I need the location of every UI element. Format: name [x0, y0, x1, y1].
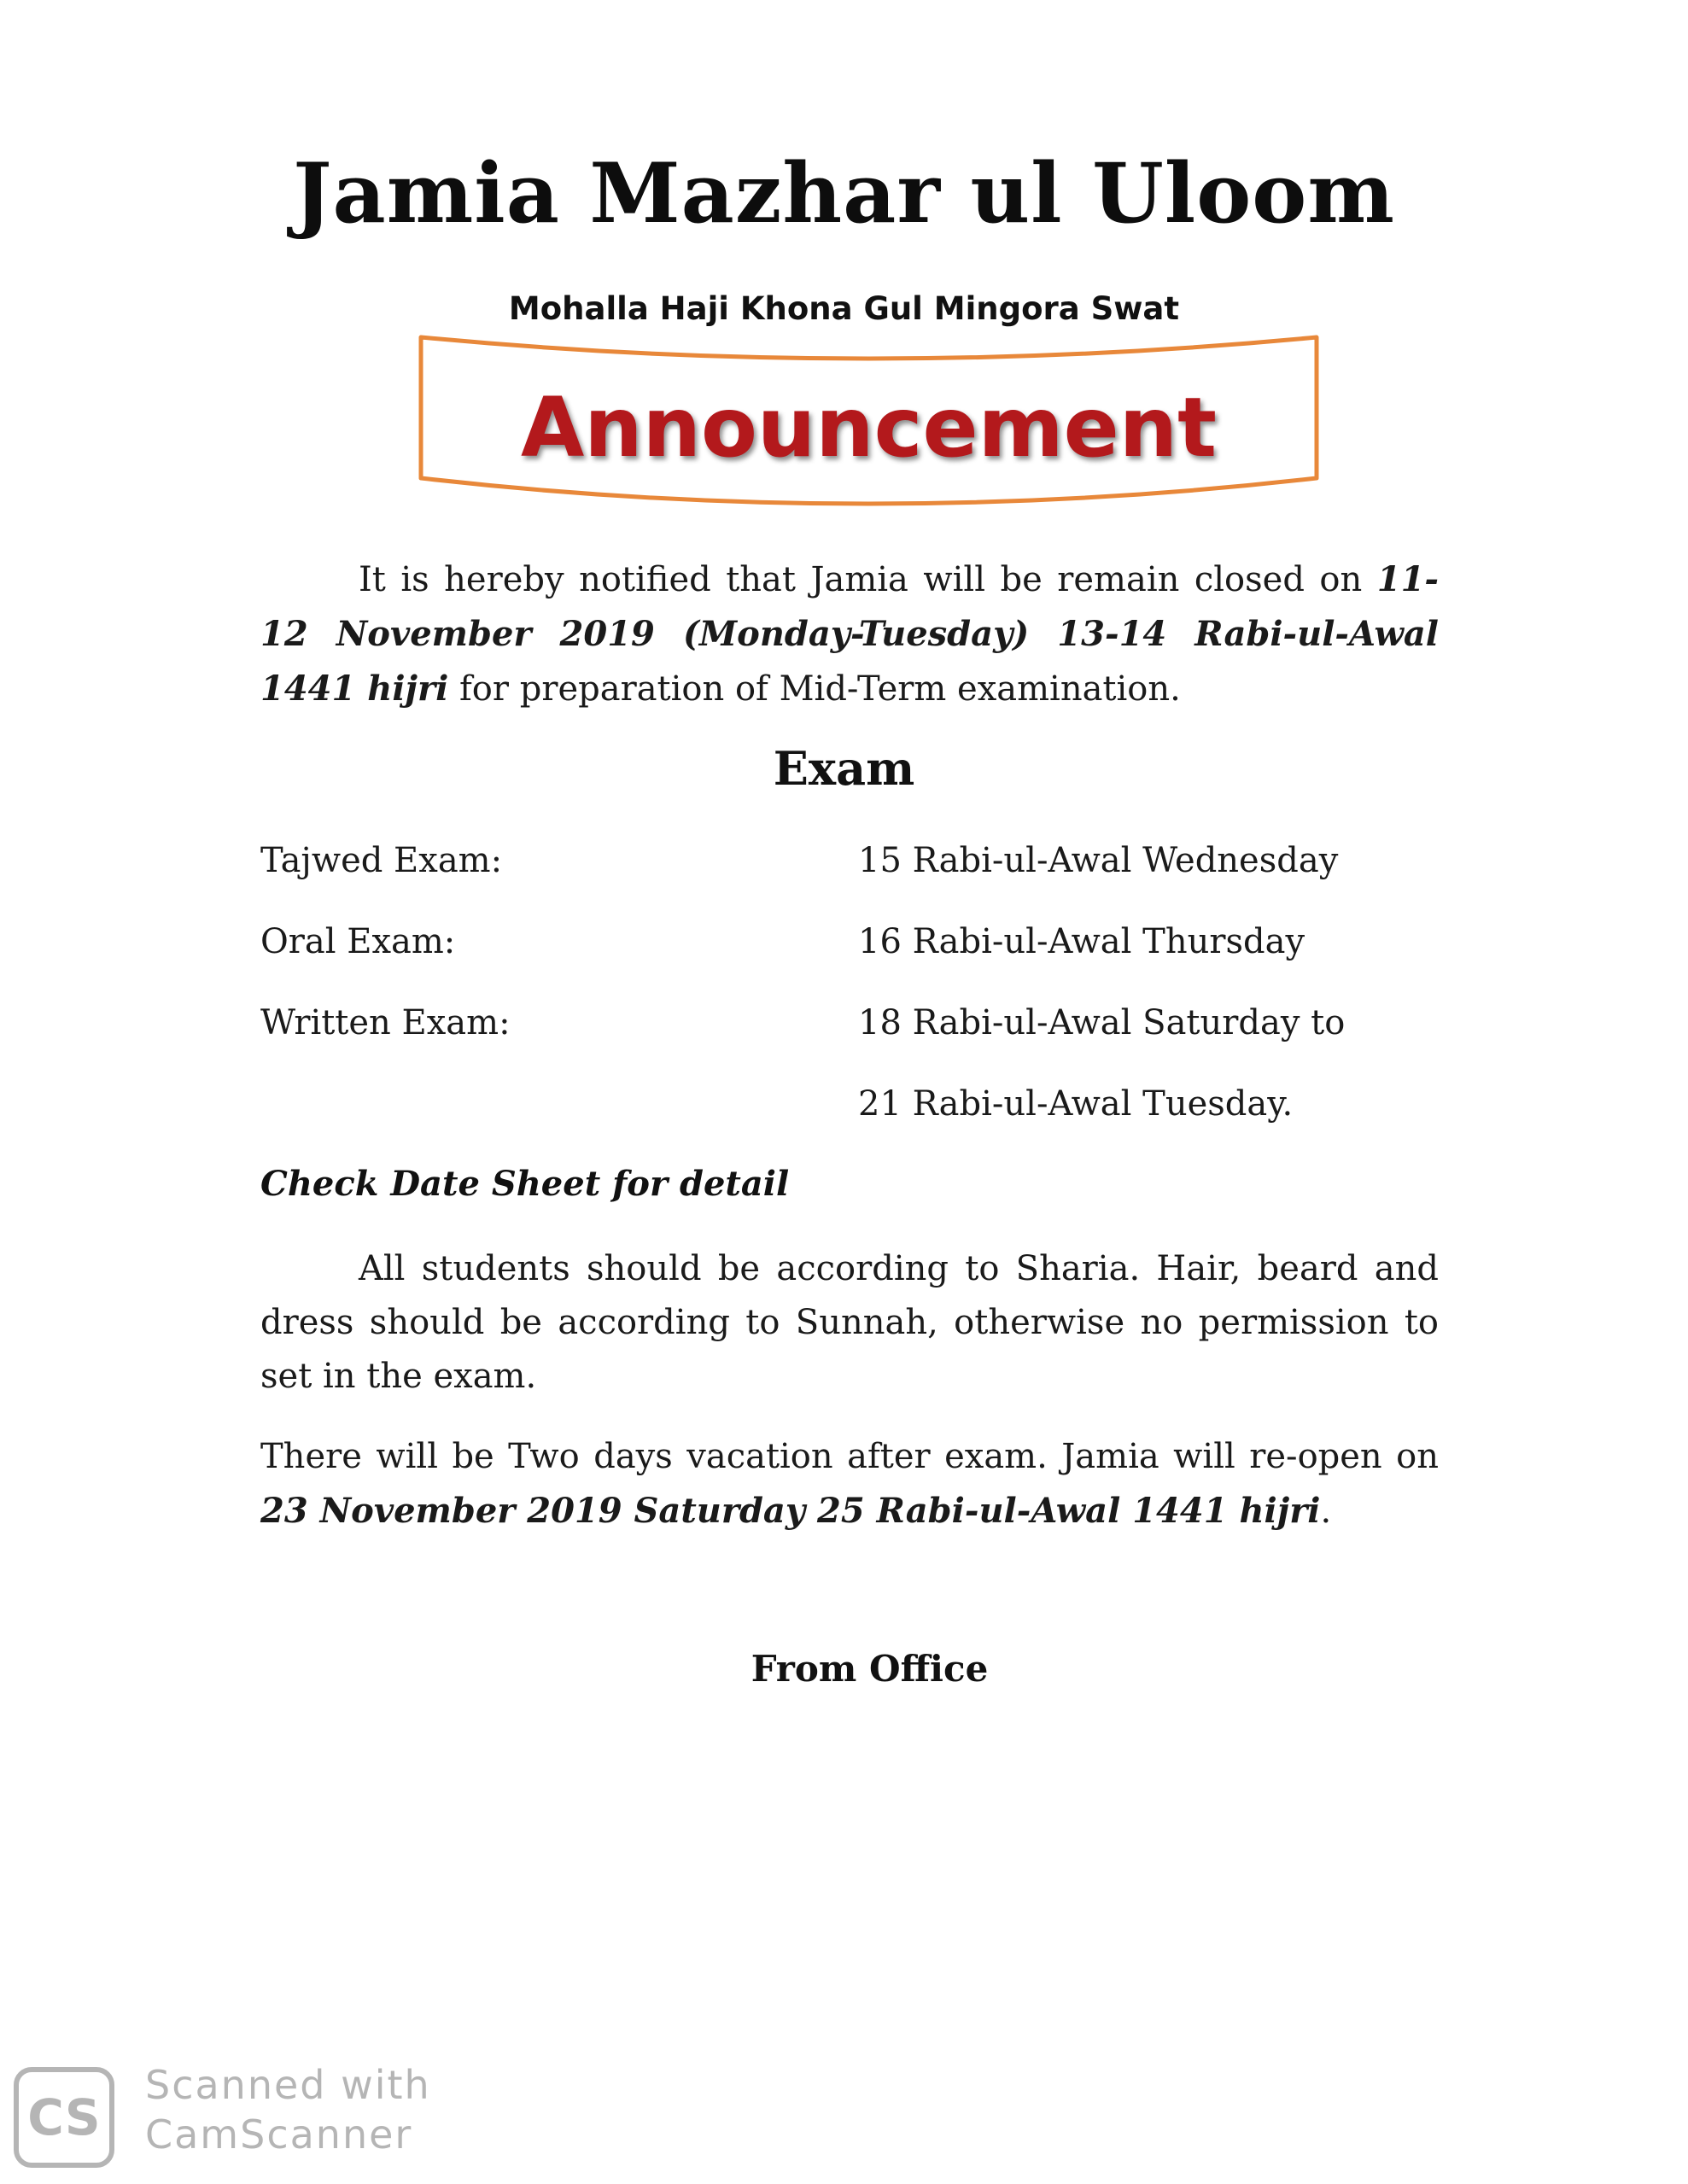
closure-notice-end: for preparation of Mid-Term examination.: [448, 669, 1181, 709]
exam-row: [260, 922, 1439, 973]
exam-date: 21 Rabi-ul-Awal Tuesday.: [858, 1084, 1294, 1124]
exam-heading: Exam: [773, 741, 915, 796]
camscanner-logo-icon: [13, 2066, 115, 2169]
watermark-line-1: Scanned with: [145, 2062, 431, 2108]
camscanner-watermark: [13, 2062, 457, 2164]
signature-from-office: From Office: [751, 1648, 989, 1690]
institution-address: Mohalla Haji Khona Gul Mingora Swat: [508, 290, 1180, 327]
logo-text: CS: [27, 2088, 101, 2146]
exam-date: 15 Rabi-ul-Awal Wednesday: [858, 841, 1339, 880]
exam-label: Written Exam:: [260, 1003, 511, 1042]
vacation-paragraph: [260, 1430, 1439, 1539]
banner-label: Announcement: [520, 380, 1217, 476]
exam-row: [260, 1003, 1439, 1054]
exam-label: Tajwed Exam:: [260, 841, 503, 880]
exam-row: [260, 1084, 1439, 1136]
announcement-banner: [414, 329, 1323, 534]
exam-label: Oral Exam:: [260, 922, 456, 961]
rules-paragraph: All students should be according to Sharia. Hair, beard and dress should be according to Sunnah, otherwise no permission to set in the exam.: [260, 1249, 1439, 1396]
institution-title: Jamia Mazhar ul Uloom: [293, 145, 1395, 242]
vacation-text: There will be Two days vacation after exam. Jamia will re-open on: [260, 1437, 1439, 1476]
closure-notice-text: It is hereby notified that Jamia will be remain closed on: [359, 560, 1377, 599]
closure-notice-paragraph: [260, 552, 1439, 716]
vacation-end: .: [1320, 1492, 1332, 1531]
closure-dates: 11-12 November 2019 (Monday-Tuesday) 13-14 Rabi-ul-Awal 1441 hijri: [260, 559, 1439, 709]
exam-row: [260, 841, 1439, 892]
exam-date: 16 Rabi-ul-Awal Thursday: [858, 922, 1305, 961]
date-sheet-note: Check Date Sheet for detail: [260, 1164, 790, 1204]
reopen-date: 23 November 2019 Saturday 25 Rabi-ul-Awal 1441 hijri: [260, 1491, 1321, 1531]
exam-date: 18 Rabi-ul-Awal Saturday to: [858, 1003, 1346, 1042]
watermark-line-2: CamScanner: [145, 2111, 413, 2158]
